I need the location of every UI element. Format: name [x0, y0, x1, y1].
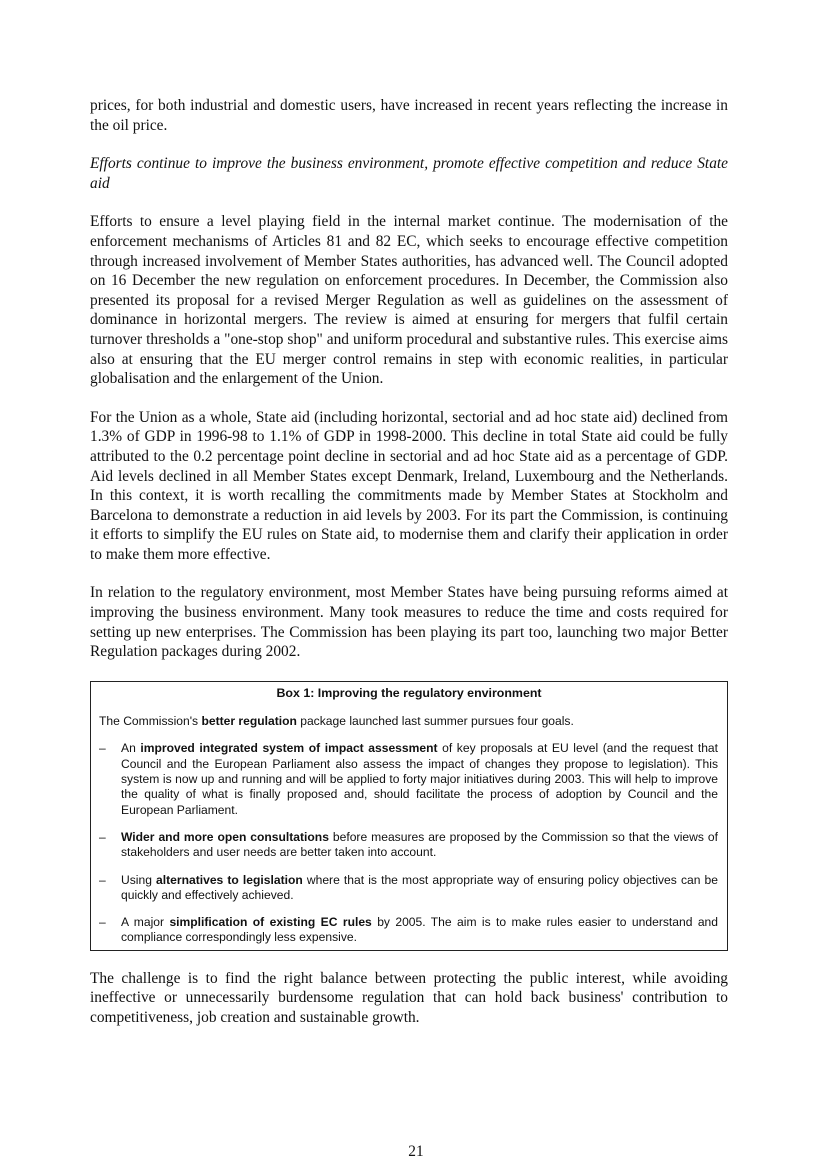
intro-paragraph: prices, for both industrial and domestic users, have increased in recent years reflecting the increase in the oil price. — [90, 97, 728, 134]
dash-bullet: – — [99, 741, 106, 756]
item-text-start: An — [121, 741, 141, 756]
page-content — [90, 96, 728, 1027]
item-text-end: by 2005. The aim is to make rules easier to understand and compliance correspondingly less expensive. — [121, 915, 719, 945]
item-text-start: Using — [121, 872, 157, 887]
box-title: Box 1: Improving the regulatory environment — [276, 685, 542, 700]
item-bold-text: improved integrated system of impact assessment — [140, 741, 438, 756]
box-item-impact-assessment — [91, 741, 727, 817]
item-bold-text: alternatives to legislation — [156, 872, 303, 887]
dash-bullet: – — [99, 915, 106, 930]
box-intro-bold: better regulation — [201, 714, 297, 729]
item-bold-text: simplification of existing EC rules — [169, 915, 372, 930]
closing-paragraph: The challenge is to find the right balance between protecting the public interest, while avoiding ineffective or unnecessarily burdensome regulation that can hold back business' contribution to competitiveness, job creation and sustainable growth. — [90, 969, 728, 1026]
box-intro — [91, 714, 727, 729]
box-item-alternatives — [91, 873, 727, 904]
dash-bullet: – — [99, 872, 106, 887]
item-bold-text: Wider and more open consultations — [121, 829, 329, 844]
paragraph-regulatory: In relation to the regulatory environment, most Member States have being pursuing reforms aimed at improving the business environment. Many took measures to reduce the time and costs required for setting up new enterprises. The Commission has been playing its part too, launching two major Better Regulation packages during 2002. — [90, 584, 728, 661]
box-item-text — [121, 873, 718, 904]
item-text-start: A major — [121, 915, 170, 930]
box-item-text — [121, 741, 718, 817]
paragraph-state-aid: For the Union as a whole, State aid (including horizontal, sectorial and ad hoc state aid) declined from 1.3% of GDP in 1996-98 to 1.1% of GDP in 1998-2000. This decline in total State aid could be fully attributed to the 0.2 percentage point decline in sectorial and ad hoc State aid as a percentage of GDP. Aid levels declined in all Member States except Denmark, Ireland, Luxembourg and the Netherlands. In this context, it is worth recalling the commitments made by Member States at Stockholm and Barcelona to demonstrate a reduction in aid levels by 2003. For its part the Commission, is continuing it efforts to simplify the EU rules on State aid, to modernise them and clarify their application in order to make them more effective. — [90, 408, 728, 563]
box-item-simplification — [91, 915, 727, 946]
item-text-end: of key proposals at EU level (and the request that Council and the European Parliament also assess the impact of changes they propose to legislation). This system is now up and running and will be applied to forty major initiatives during 2003. This will help to improve the quality of what is finally proposed and, should facilitate the process of adoption by Council and the European Parliament. — [121, 741, 719, 817]
box-item-text — [121, 915, 718, 946]
page-number: 21 — [408, 1143, 424, 1160]
box-item-consultations — [91, 830, 727, 861]
box-item-text — [121, 830, 718, 861]
box-regulatory-environment — [90, 681, 728, 951]
box-intro-text: The Commission's — [99, 714, 202, 729]
item-text-end: before measures are proposed by the Commission so that the views of stakeholders and user needs are better taken into account. — [121, 829, 718, 860]
dash-bullet: – — [99, 829, 106, 844]
section-heading: Efforts continue to improve the business environment, promote effective competition and reduce State aid — [90, 155, 728, 192]
item-text-end: where that is the most appropriate way of ensuring policy objectives can be quickly and effectively achieved. — [121, 872, 719, 902]
box-intro-text-end: package launched last summer pursues four goals. — [296, 714, 574, 729]
paragraph-competition: Efforts to ensure a level playing field in the internal market continue. The modernisation of the enforcement mechanisms of Articles 81 and 82 EC, which seeks to encourage effective competition through increased involvement of Member States authorities, has advanced well. The Council adopted on 16 December the new regulation on enforcement procedures. In December, the Commission also presented its proposal for a revised Merger Regulation as well as guidelines on the assessment of dominance in horizontal mergers. The review is aimed at ensuring for mergers that fulfil certain turnover thresholds a "one-stop shop" and uniform procedural and substantive rules. This exercise aims also at ensuring that the EU merger control remains in step with economic realities, in particular globalisation and the enlargement of the Union. — [90, 213, 728, 388]
